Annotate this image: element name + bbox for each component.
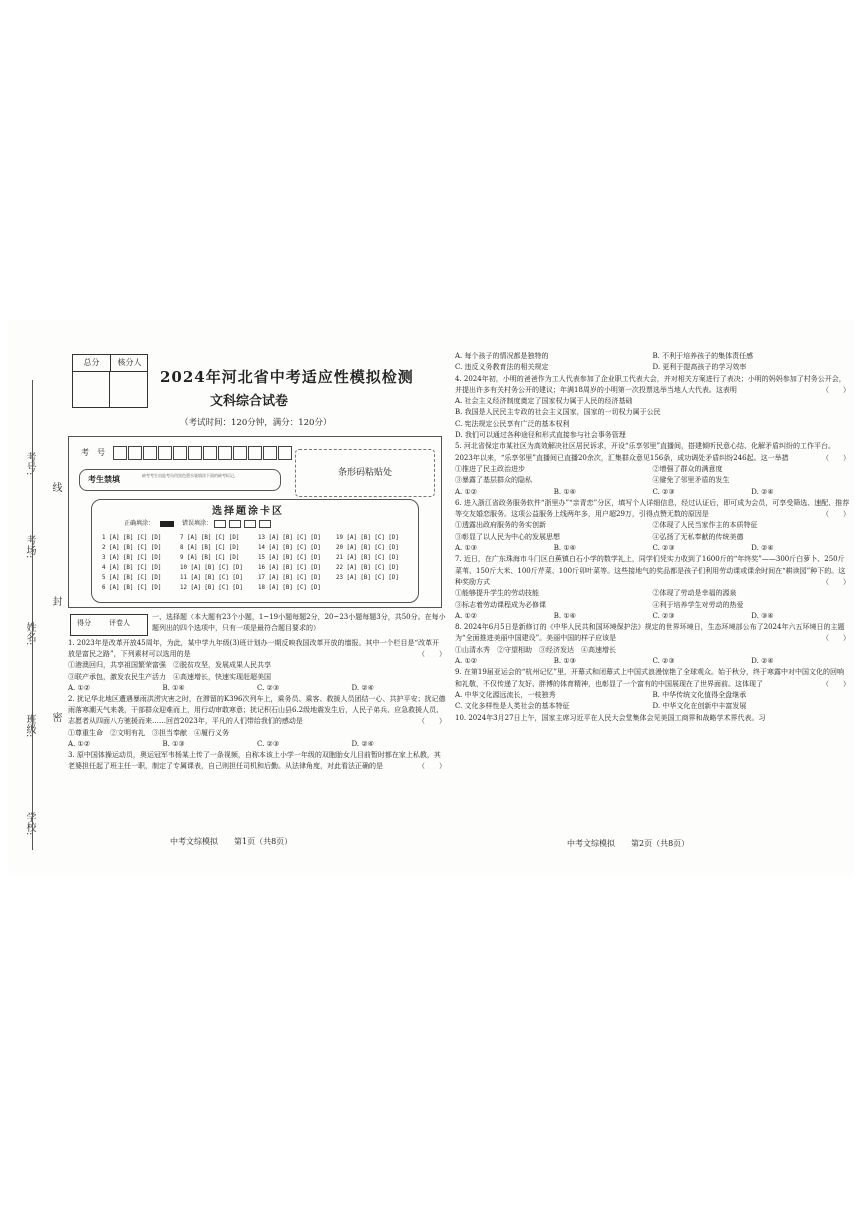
margin-mark-mi: 密 [50,712,61,722]
question-line: ①山清水秀 ②守望相助 ③经济发达 ④高速增长 [455,645,616,654]
footer-left: 中考文综模拟 第1页（共8页） [170,837,293,846]
binding-line [32,380,33,850]
bubble-row[interactable]: 11 [A] [B] [C] [D] [180,575,243,581]
margin-kaochang: 考场: [24,535,35,559]
exam-info: （考试时间：120分钟，满分：120分） [180,418,332,428]
question-line: ①港澳回归，共享祖国繁荣富强 ②脱贫攻坚，发展成果人民共享 [68,661,271,670]
option-item: ①透露出政府服务的务实创新 [455,521,546,530]
bubble-row[interactable]: 10 [A] [B] [C] [D] [180,565,243,571]
answer-options [455,487,850,498]
answer-bracket: （ ） [822,453,850,462]
option-item: D. 更利于提高孩子的学习效率 [652,363,747,372]
bubble-row[interactable]: 1 [A] [B] [C] [D] [102,535,162,541]
answer-option: C. ②③ [257,683,280,692]
mc-title: 选择题涂卡区 [212,506,284,517]
bubble-row[interactable]: 6 [A] [B] [C] [D] [102,585,162,591]
question-stem: 2. 扰记华北地区遭遇暴雨洪涝灾害之时，在滞留的K396次列车上，乘务员、乘客、救援人员团结一心、共护平安；扰记德雨落寒潮天气来袭，干部群众迎难而上，用行动审敢寒意；扰记积石山县6.2级地震发生后，人民子弟兵、应急救援人员、志愿者从四面八方驰援而来……回首2023年，平凡的人们带给我们的感动是 （ ） [68,694,446,728]
answer-option: D. ②④ [751,544,774,553]
bubble-row[interactable]: 2 [A] [B] [C] [D] [102,545,162,551]
answer-option: A. ①② [68,683,91,692]
option-pair [455,690,850,701]
option-pair [455,532,850,543]
answer-option: C. ②③ [652,611,675,620]
answer-option: B. ①④ [553,611,576,620]
bubble-row[interactable]: 13 [A] [B] [C] [D] [258,535,321,541]
answer-option: B. ①③ [553,657,576,666]
answer-bracket: （ ） [822,385,850,394]
option-item: ③彰显了以人民为中心的发展思想 [455,532,560,541]
margin-class: 班级: [24,714,35,738]
option-item: C. 违反义务教育法的相关规定 [455,363,549,372]
option-item: D. 中华文化在创新中丰富发展 [652,702,747,711]
option-pair [455,588,850,599]
option-item: ②体现了人民当家作主的本质特征 [652,521,758,530]
answer-option: B. ①④ [162,683,185,692]
answer-options [455,611,850,622]
absent-note: 缺考考生由监考员用黑色墨水笔填涂下面的缺考标记。 [142,473,238,478]
question-line: C. 宪法规定公民享有广泛的基本权利 [455,419,570,428]
answer-bracket: （ ） [418,762,446,771]
bubble-row[interactable]: 16 [A] [B] [C] [D] [258,565,321,571]
bubble-row[interactable]: 15 [A] [B] [C] [D] [258,555,321,561]
question-stem: 4. 2024年初，小明的爸爸作为工人代表参加了企业职工代表大会，并对相关方案进行了表决；小明的妈妈参加了村务公开会，并提出许多有关村务公开的建议；年满18周岁的小明第一次投票选举当地人大代表。这表明 （ ） [455,374,850,397]
answer-option: C. ②③ [652,544,675,553]
bubble-row[interactable]: 3 [A] [B] [C] [D] [102,555,162,561]
answer-bracket: （ ） [822,577,850,586]
answer-option: B. ①③ [162,739,185,748]
page-title: 2024年河北省中考适应性模拟检测 [160,368,414,386]
question-line: A. 社会主义经济制度奠定了国家权力属于人民的经济基础 [455,397,633,406]
bubble-row[interactable]: 23 [A] [B] [C] [D] [336,575,399,581]
bubble-row[interactable]: 18 [A] [B] [C] [D] [258,585,321,591]
option-pair [455,600,850,611]
page-2 [455,345,850,855]
option-item: A. 每个孩子的情况都是独特的 [455,352,549,360]
kaohao-boxes[interactable] [113,445,293,464]
absent-box [79,469,281,491]
kaohao-label: 考 号 [81,448,105,457]
question-line: B. 我国是人民民主专政的社会主义国家，国家的一切权力属于公民 [455,408,661,417]
option-item: ④避免了邻里矛盾的发生 [652,476,730,485]
answer-option: A. ①② [68,739,91,748]
answer-option: C. ②③ [257,739,280,748]
question-stem: 9. 在第19届亚运会的“杭州记忆”里，开幕式和闭幕式上中国式浪漫惊艳了全球观众。始于秋分，终于寒露中对中国文化的回响和礼敬，不仅传递了友好、胖博的体育精神，也彰显了一个富有的中国展现在了世界面前。这体现了 （ ） [455,667,850,690]
wrong-mark-icon [229,520,241,528]
section-desc: 一、选择题（本大题有23个小题，1~19小题每题2分，20~23小题每题3分，共50分。在每小题列出的四个选项中，只有一项是最符合题目要求的） [152,613,446,632]
answer-option: B. ①④ [553,544,576,553]
answer-bracket: （ ） [418,717,446,726]
mc-fill-area [91,499,419,603]
bubble-row[interactable]: 21 [A] [B] [C] [D] [336,555,399,561]
footer-right: 中考文综模拟 第2页（共8页） [567,839,690,848]
option-pair [455,351,850,362]
absent-label: 考生禁填 [88,474,120,484]
answer-option: A. ①② [455,611,478,620]
answer-options [455,543,850,554]
margin-mark-feng: 封 [50,596,61,606]
bubble-row[interactable]: 17 [A] [B] [C] [D] [258,575,321,581]
correct-mark-icon [160,521,174,527]
answer-card [68,436,442,608]
bubble-row[interactable]: 8 [A] [B] [C] [D] [180,545,240,551]
option-pair [455,464,850,475]
answer-option: D. ②④ [351,739,374,748]
option-pair [455,475,850,486]
option-item: ④弘扬了无私奉献的传统美德 [652,532,744,541]
option-pair [455,701,850,712]
option-pair [455,362,850,373]
bubble-row[interactable]: 4 [A] [B] [C] [D] [102,565,162,571]
answer-bracket: （ ） [822,634,850,643]
bubble-row[interactable]: 20 [A] [B] [C] [D] [336,545,399,551]
answer-options [455,656,850,667]
answer-options [68,683,446,694]
option-item: ②增强了群众的满意度 [652,464,723,473]
section-score-label: 得分 [77,619,91,627]
margin-name: 姓名: [24,622,35,646]
wrong-fill-label: 错误填涂： [181,520,212,527]
bubble-row[interactable]: 7 [A] [B] [C] [D] [180,535,240,541]
wrong-mark-icon [244,520,256,528]
bubble-row[interactable]: 14 [A] [B] [C] [D] [258,545,321,551]
question-stem: 7. 近日，在广东珠海市斗门区白蕉镇白石小学的数学礼上，同学们凭实力收到了1600斤的“年终奖”——300斤白萝卜、250斤菜苇、150斤大米、100斤芹菜、100斤卯叶菜等。这些接地气的奖品都是孩子们利用劳动课或课余时间在“耕读园”种下的。这种奖励方式 （ ） [455,554,850,588]
bubble-row[interactable]: 12 [A] [B] [C] [D] [180,585,243,591]
score-checker-label: 核分人 [110,355,148,372]
answer-option: D. ②④ [751,487,774,496]
wrong-mark-icon [214,520,226,528]
question-stem: 3. 原中国体操运动员，奥运冠军韦杨某上传了一条视频，自称本该上小学一年级的双胞胎女儿目前暂时都在家上私教，其老婆担任起了班主任一职，制定了专属课表，自己则担任司机和后勤。从法律角度，对此看法正确的是 （ ） [68,750,446,772]
question-list-right [455,351,850,724]
margin-school: 学校: [24,812,35,836]
question-stem: 1. 2023年是改革开放45周年，为此，某中学九年级(3)班计划办一期反映我国改革开放的墙报。其中一个栏目是“改革开放是富民之路”，下列素材可以选用的是 （ ） [68,638,446,660]
option-item: C. 文化多样性是人类社会的基本特征 [455,702,570,711]
barcode-area: 条形码粘贴处 [295,449,435,497]
option-item: ①推进了民主政治进步 [455,464,525,473]
answer-bracket: （ ） [822,510,850,519]
answer-options [68,739,446,750]
answer-option: C. ②③ [652,487,675,496]
margin-kaohao: 考号: [24,452,35,476]
fill-legend [124,518,274,528]
answer-bracket: （ ） [418,650,446,659]
wrong-mark-icon [259,520,271,528]
question-stem: 10. 2024年3月27日上午，国家主席习近平在人民大会堂集体会见美国工商界和战略学术界代表。习 [455,713,766,722]
score-total-label: 总分 [73,355,110,372]
score-box [72,354,148,408]
option-item: B. 中华传统文化值得全盘继承 [652,690,747,699]
bubble-row[interactable]: 22 [A] [B] [C] [D] [336,565,399,571]
page-subtitle: 文科综合试卷 [210,394,289,409]
option-pair [455,520,850,531]
bubble-row[interactable]: 19 [A] [B] [C] [D] [336,535,399,541]
question-list-left [68,638,446,772]
option-item: B. 不利于培养孩子的集体责任感 [652,352,754,360]
question-line: ①尊重生命 ②文明有礼 ③担当奉献 ④履行义务 [68,728,229,737]
section-grader-label: 评卷人 [109,619,130,627]
question-stem: 6. 进入浙江省政务服务软件“浙里办”“亲青恋”分区，填写个人详细信息，经过认证后，即可成为会员，可享受筛选、速配、推荐等交友婚恋服务。这项公益服务上线两年多，用户超29万，引得点赞无数的原因是 （ ） [455,498,850,521]
answer-option: B. ①④ [553,487,576,496]
answer-option: D. ②④ [351,683,374,692]
answer-option: A. ①③ [455,544,478,553]
answer-option: A. ①② [455,487,478,496]
question-stem: 5. 河北省保定市某社区为高效解决社区居民诉求，开设“乐享邻里”直播间，搭建倾听民意心结、化解矛盾纠纷的工作平台。2023年以来，“乐享邻里”直播间已直播20余次，汇集群众意见156条，成功调处矛盾纠纷246起。这一举措 （ ） [455,441,850,464]
page-1 [60,348,450,853]
question-stem: 8. 2024年6月5日是新修订的《中华人民共和国环境保护法》规定的世界环境日，生态环境部公布了2024年六五环境日的主题为“全面推进美丽中国建设”。美丽中国的样子应该是 （ ） [455,622,850,645]
question-line: ③联产承包，激发农民生产活力 ④高速增长，快速实现赶超美国 [68,672,271,681]
section-score-box [70,614,148,636]
question-line: D. 我们可以通过各种途径和形式直接参与社会事务管理 [455,431,626,440]
margin-mark-xian: 线 [50,482,61,492]
correct-fill-label: 正确填涂： [124,520,155,527]
option-item: ①能够提升学生的劳动技能 [455,589,539,598]
option-item: ④利于培养学生对劳动的热爱 [652,600,744,609]
answer-option: D. ③④ [751,611,774,620]
option-item: ③暴露了基层群众的隐私 [455,476,532,485]
bubble-row[interactable]: 9 [A] [B] [C] [D] [180,555,240,561]
answer-bracket: （ ） [822,679,850,688]
bubble-row[interactable]: 5 [A] [B] [C] [D] [102,575,162,581]
option-item: ②体现了劳动是幸福的源泉 [652,589,737,598]
option-item: A. 中华文化源远流长，一枝独秀 [455,690,556,699]
option-item: ③标志着劳动课程成为必修课 [455,600,546,609]
answer-option: D. ②④ [751,657,774,666]
answer-option: C. ②③ [652,657,675,666]
answer-option: A. ①② [455,657,478,666]
